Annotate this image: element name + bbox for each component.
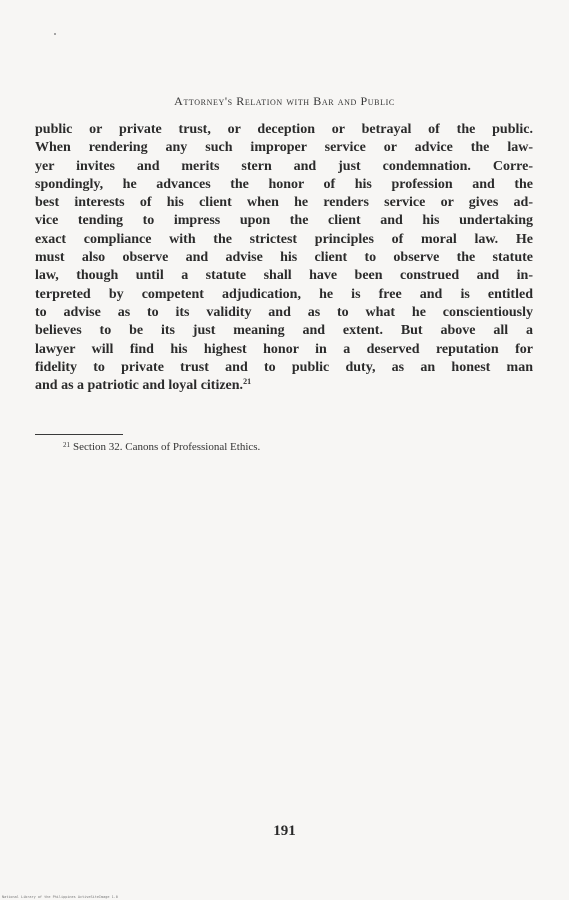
body-line-last xyxy=(35,377,533,395)
body-paragraph xyxy=(35,121,533,395)
scan-speck xyxy=(54,33,56,35)
body-line: fidelity to private trust and to public duty, as an honest man xyxy=(35,359,533,375)
footnote-rule xyxy=(35,434,123,435)
footnote-number: 21 xyxy=(63,441,70,449)
body-line: best interests of his client when he renders service or gives ad- xyxy=(35,195,533,211)
body-line: spondingly, he advances the honor of his profession and the xyxy=(35,176,533,192)
body-line: When rendering any such improper service or advice the law- xyxy=(35,140,533,156)
body-line: must also observe and advise his client to observe the statute xyxy=(35,250,533,266)
page-number: 191 xyxy=(273,823,296,839)
body-line: public or private trust, or deception or betrayal of the public. xyxy=(35,122,533,137)
running-head: Attorney's Relation with Bar and Public xyxy=(174,94,395,108)
body-line: exact compliance with the strictest principles of moral law. He xyxy=(35,231,533,247)
body-line-text: and as a patriotic and loyal citizen. xyxy=(35,378,244,394)
body-line: to advise as to its validity and as to what he conscientiously xyxy=(35,304,533,320)
body-line: yer invites and merits stern and just condemnation. Corre- xyxy=(35,158,533,174)
body-line: lawyer will find his highest honor in a deserved reputation for xyxy=(35,341,533,357)
footnote xyxy=(63,441,260,453)
body-line: vice tending to impress upon the client and his undertaking xyxy=(35,213,533,229)
body-line: believes to be its just meaning and extent. But above all a xyxy=(35,323,533,339)
footnote-reference: 21 xyxy=(243,377,252,387)
footnote-text: Section 32. Canons of Professional Ethics. xyxy=(73,441,261,453)
scan-watermark: National Library of the Philippines ActiveSiteImage 1.0 xyxy=(2,895,118,899)
body-line: terpreted by competent adjudication, he is free and is entitled xyxy=(35,286,533,302)
body-line: law, though until a statute shall have been construed and in- xyxy=(35,268,533,284)
